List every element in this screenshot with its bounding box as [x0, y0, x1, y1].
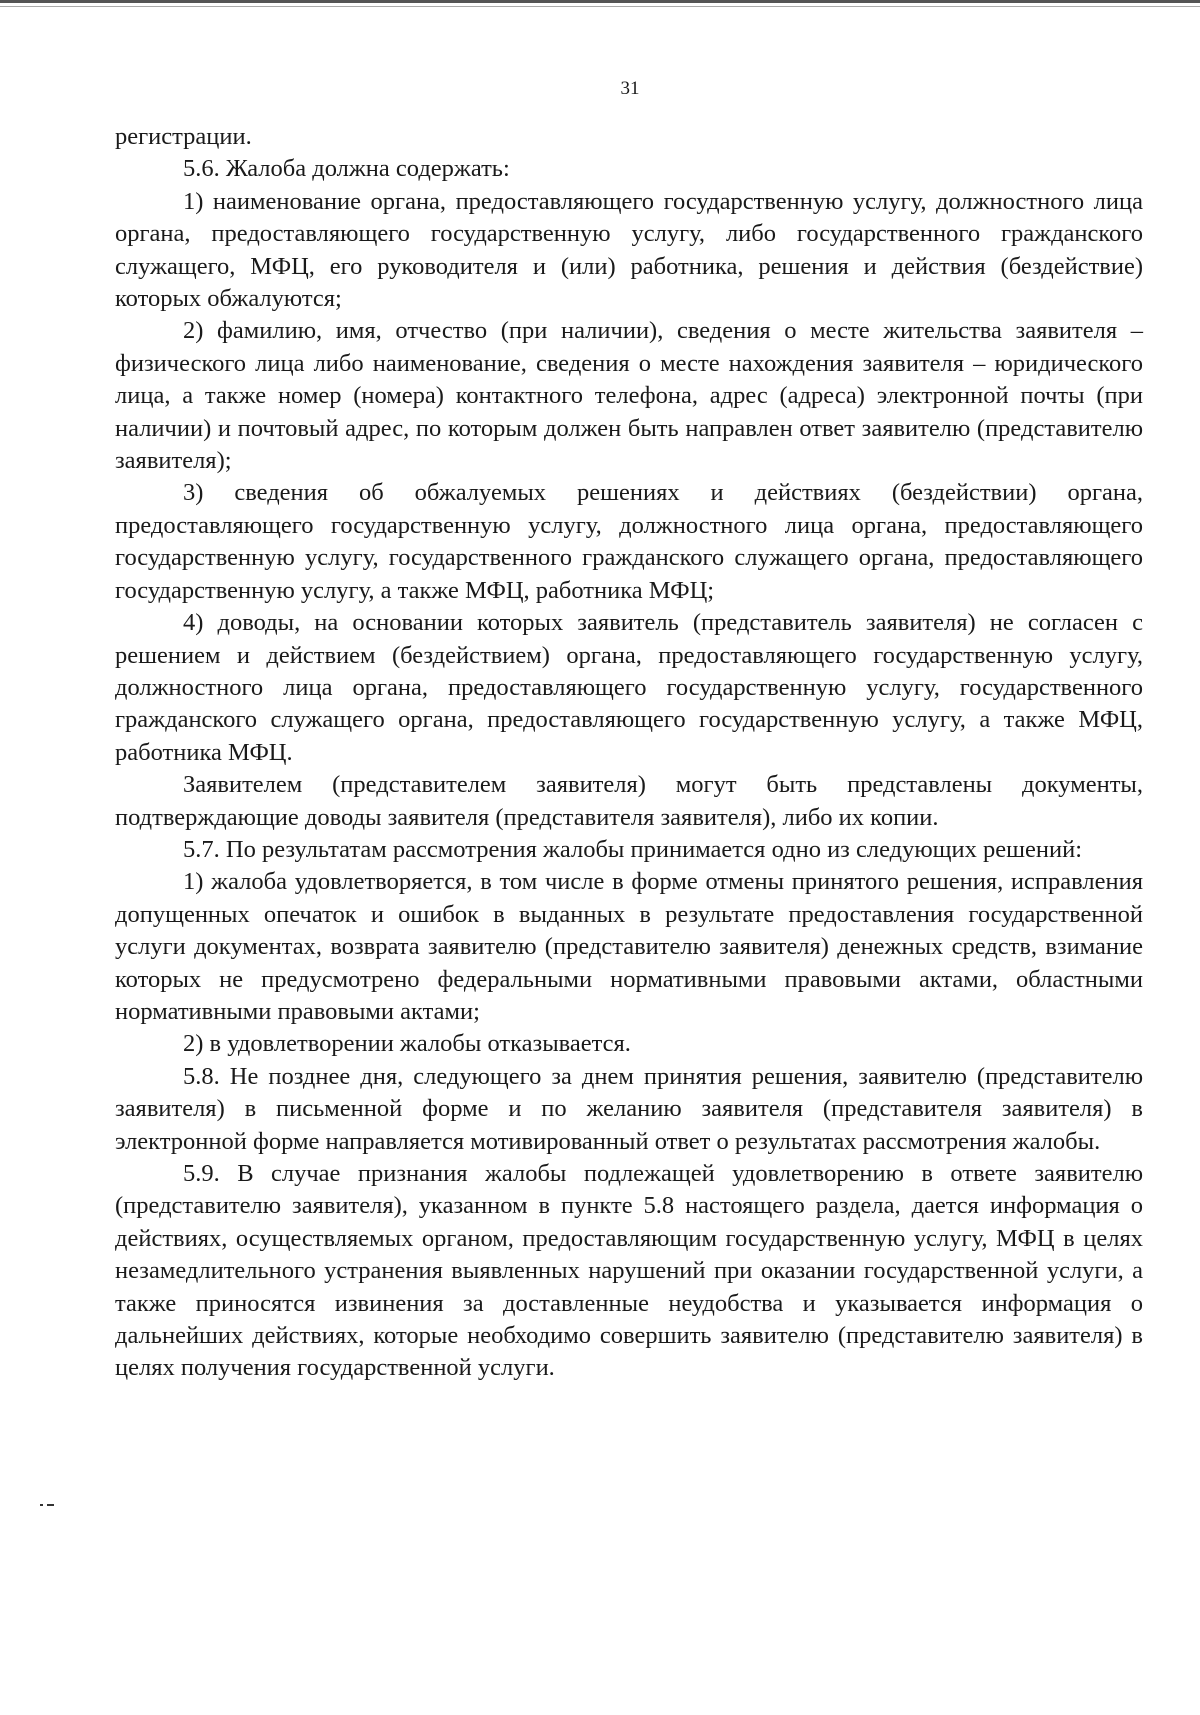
scan-top-border-thin [0, 6, 1200, 7]
paragraph-continuation: регистрации. [115, 123, 252, 150]
scan-top-border [0, 0, 1200, 3]
paragraph-5-7: 5.7. По результатам рассмотрения жалобы принимается одно из следующих решений: [183, 835, 1083, 863]
scan-artifact-marks [40, 1504, 54, 1508]
document-body [115, 121, 1143, 1385]
page-number: 31 [620, 78, 640, 99]
paragraph-5-7-item-2: 2) в удовлетворении жалобы отказывается. [183, 1030, 631, 1058]
paragraph-5-6-item-2: 2) фамилию, имя, отчество (при наличии), сведения о месте жительства заявителя – физического лица либо наименование, сведения о месте нахождения заявителя – юридического лица, а также номер (номера) контактного телефона, адрес (адреса) электронной почты (при наличии) и почтовый адрес, по которым должен быть направлен ответ заявителю (представителю заявителя); [115, 317, 1143, 475]
paragraph-5-6-item-4: 4) доводы, на основании которых заявитель (представитель заявителя) не согласен с решением и действием (бездействием) органа, предоставляющего государственную услугу, должностного лица органа, предоставляющего государственную услугу, государственного гражданского служащего органа, предоставляющего государственную услугу, а также МФЦ, работника МФЦ. [115, 609, 1143, 766]
paragraph-5-7-item-1: 1) жалоба удовлетворяется, в том числе в форме отмены принятого решения, исправления допущенных опечаток и ошибок в выданных в результате предоставления государственной услуги документах, возврата заявителю (представителю заявителя) денежных средств, взимание которых не предусмотрено федеральными нормативными правовыми актами, областными нормативными правовыми актами; [115, 868, 1143, 1025]
paragraph-5-6-heading: 5.6. Жалоба должна содержать: [183, 155, 510, 183]
paragraph-5-6-item-1: 1) наименование органа, предоставляющего государственную услугу, должностного лица органа, предоставляющего государственную услугу, либо государственного гражданского служащего, МФЦ, его руководителя и (или) работника, решения и действия (бездействие) которых обжалуются; [115, 187, 1143, 313]
paragraph-documents-note: Заявителем (представителем заявителя) могут быть представлены документы, подтверждающие доводы заявителя (представителя заявителя), либо их копии. [115, 771, 1143, 831]
paragraph-5-9: 5.9. В случае признания жалобы подлежащей удовлетворению в ответе заявителю (представителю заявителя), указанном в пункте 5.8 настоящего раздела, дается информация о действиях, осуществляемых органом, предоставляющим государственную услугу, МФЦ в целях незамедлительного устранения выявленных нарушений при оказании государственной услуги, а также приносятся извинения за доставленные неудобства и указывается информация о дальнейших действиях, которые необходимо совершить заявителю (представителю заявителя) в целях получения государственной услуги. [115, 1160, 1143, 1382]
paragraph-5-8: 5.8. Не позднее дня, следующего за днем принятия решения, заявителю (представителю заявителя) в письменной форме и по желанию заявителя (представителя заявителя) в электронной форме направляется мотивированный ответ о результатах рассмотрения жалобы. [115, 1062, 1143, 1155]
paragraph-5-6-item-3: 3) сведения об обжалуемых решениях и действиях (бездействии) органа, предоставляющего государственную услугу, должностного лица органа, предоставляющего государственную услугу, государственного гражданского служащего органа, предоставляющего государственную услугу, а также МФЦ, работника МФЦ; [115, 479, 1143, 604]
